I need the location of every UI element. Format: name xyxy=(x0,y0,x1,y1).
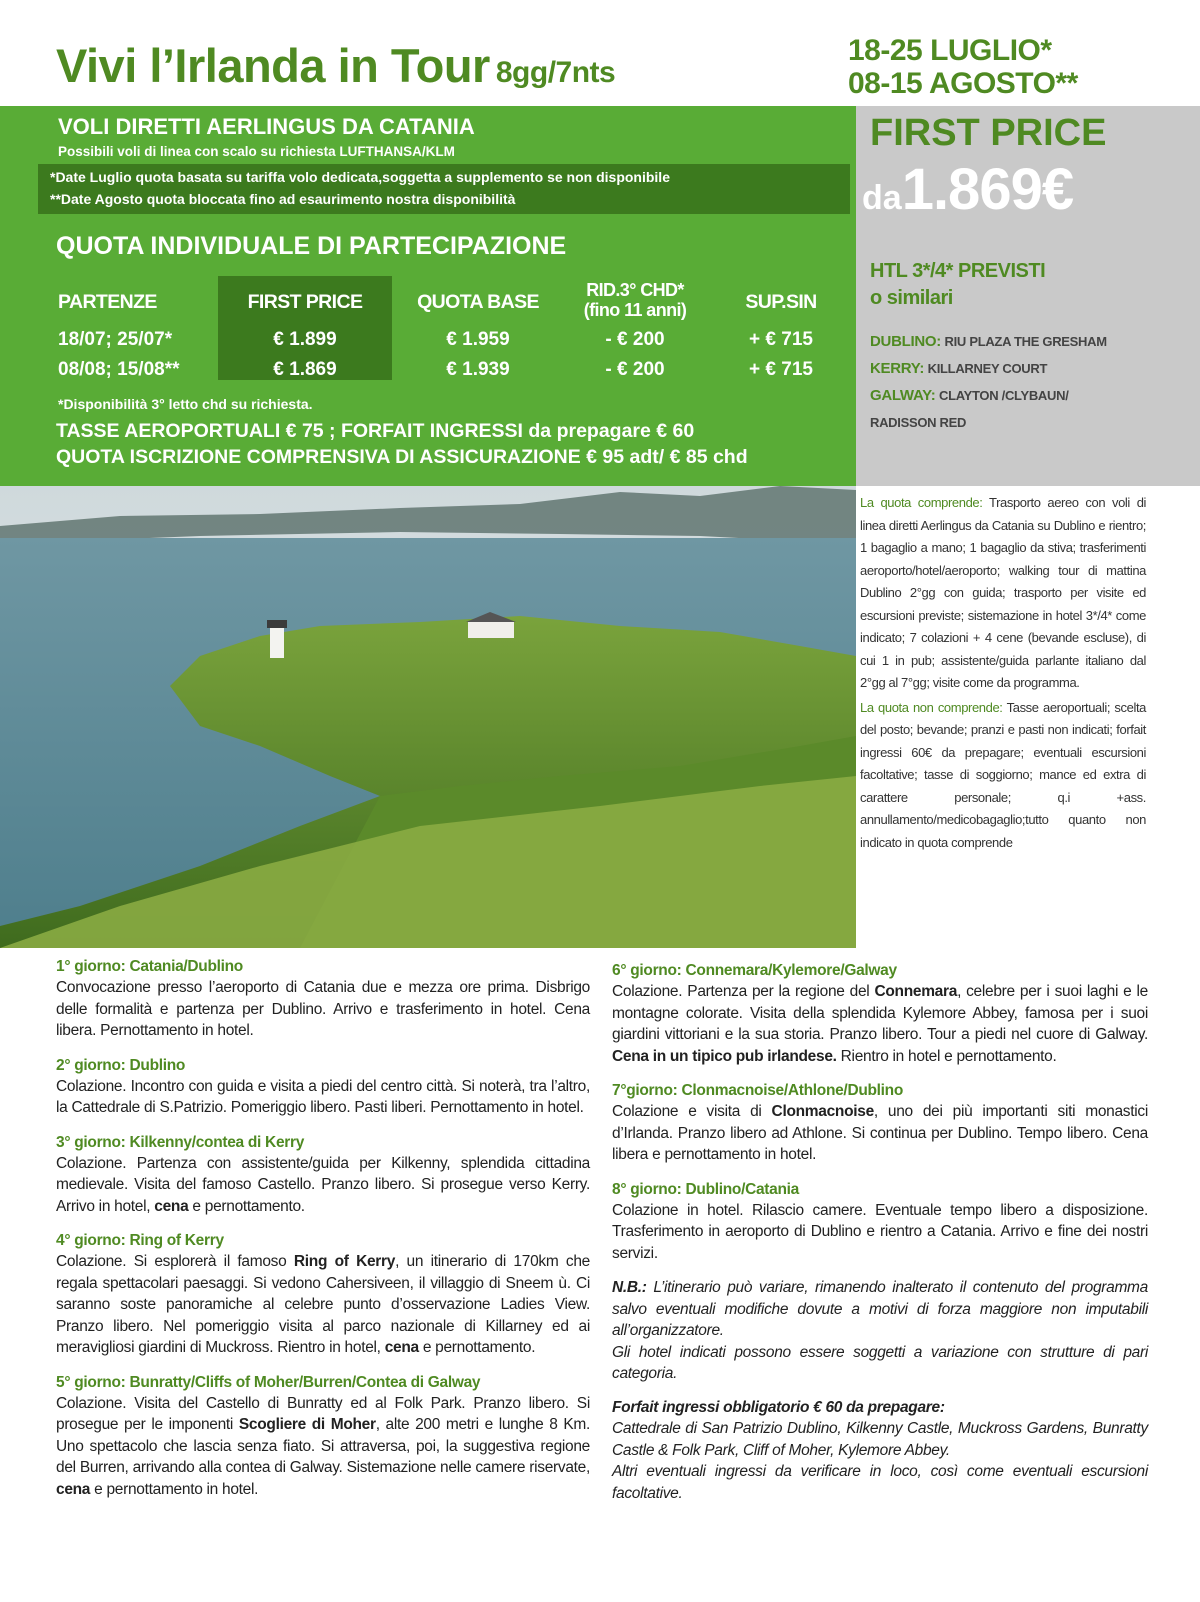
tour-title: Vivi l’Irlanda in Tour xyxy=(56,39,490,92)
header-rid-chd-label: RID.3° CHD* xyxy=(586,280,684,300)
flights-note-july: *Date Luglio quota basata su tariffa volo dedicata,soggetta a supplemento se non disponibile xyxy=(50,169,670,185)
hotel-name: RADISSON RED xyxy=(870,415,967,430)
date-august: 08-15 AGOSTO** xyxy=(848,67,1078,100)
forfait-title: Forfait ingressi obbligatorio € 60 da prepagare: xyxy=(612,1398,945,1416)
day-text: Colazione in hotel. Rilascio camere. Eventuale tempo libero a disposizione. Trasferimento in aeroporto di Dublino e rientro a Catania. Arrivo e fine dei nostri servizi. xyxy=(612,1201,1148,1262)
row2-sup-sin: + € 715 xyxy=(749,359,813,380)
forfait-text: Cattedrale di San Patrizio Dublino, Kilkenny Castle, Muckross Gardens, Bunratty Castle & Folk Park, Cliff of Moher, Kylemore Abbey. xyxy=(612,1420,1148,1459)
row1-first-price: € 1.899 xyxy=(273,329,337,350)
row1-rid-chd: - € 200 xyxy=(605,329,665,350)
itinerary-day xyxy=(612,1080,1148,1166)
itinerary-day xyxy=(612,960,1148,1067)
excludes-text: Tasse aeroportuali; scelta del posto; bevande; pranzi e pasti non indicati; forfait ingressi 60€ da prepagare; eventuali escursioni facoltative; tasse di soggiorno; mance ed extra di carattere personale; q.i +ass. annullamento/medicobagaglio;tutto quanto non indicato in quota comprende xyxy=(860,699,1146,850)
hotel-city: DUBLINO: xyxy=(870,333,941,350)
hotel-item xyxy=(870,355,1107,382)
tour-dates xyxy=(848,34,1078,100)
row1-sup-sin: + € 715 xyxy=(749,329,813,350)
row2-first-price: € 1.869 xyxy=(273,359,337,380)
day-text: Colazione. Partenza per la regione del Connemara, celebre per i suoi laghi e le montagne colorate. Visita della splendida Kylemore Abbey, famosa per i suoi giardini vittoriani e la sua storia. Pranzo libero. Tour a piedi nel cuore di Galway. Cena in un tipico pub irlandese. Rientro in hotel e pernottamento. xyxy=(612,983,1148,1065)
row2-rid-chd: - € 200 xyxy=(605,359,665,380)
flights-notes-band xyxy=(38,164,850,214)
first-price-value: 1.869€ xyxy=(901,157,1074,222)
row2-quota-base: € 1.939 xyxy=(446,359,510,380)
header-first-price: FIRST PRICE xyxy=(247,291,363,313)
day-title: 2° giorno: Dublino xyxy=(56,1056,186,1074)
day-text: Colazione e visita di Clonmacnoise, uno dei più importanti siti monastici d’Irlanda. Pranzo libero ad Athlone. Si continua per Dublino. Tempo libero. Cena libera e pernottamento in hotel. xyxy=(612,1103,1149,1163)
coastline-photo xyxy=(0,486,856,948)
day-title: 1° giorno: Catania/Dublino xyxy=(56,958,243,975)
first-price-amount xyxy=(862,156,1073,223)
itinerary-day xyxy=(56,1132,590,1218)
day-title: 4° giorno: Ring of Kerry xyxy=(56,1232,224,1249)
coastline-illustration xyxy=(0,486,856,948)
header-rid-chd xyxy=(560,280,710,320)
nb-note xyxy=(612,1277,1148,1385)
itinerary-day xyxy=(56,956,590,1042)
taxes-line: TASSE AEROPORTUALI € 75 ; FORFAIT INGRESSI da prepagare € 60 xyxy=(56,420,695,442)
nb-text: L’itinerario può variare, rimanendo inalterato il contenuto del programma salvo eventuali modifiche dovute a motivi di forza maggiore non imputabili all’organizzatore. xyxy=(612,1279,1148,1339)
flights-note-august: **Date Agosto quota bloccata fino ad esaurimento nostra disponibilità xyxy=(50,191,516,207)
nb-text-hotels: Gli hotel indicati possono essere soggetti a variazione con strutture di pari categoria. xyxy=(612,1343,1148,1382)
itinerary-day xyxy=(56,1372,590,1501)
itinerary-left-column xyxy=(56,956,590,1513)
hotel-item xyxy=(870,409,1107,436)
hotel-category xyxy=(870,258,1045,312)
header-quota-base: QUOTA BASE xyxy=(417,291,539,313)
hotel-city: KERRY: xyxy=(870,360,925,377)
availability-note: *Disponibilità 3° letto chd su richiesta. xyxy=(58,396,313,412)
row2-partenze: 08/08; 15/08** xyxy=(58,359,180,380)
row1-quota-base: € 1.959 xyxy=(446,329,510,350)
day-title: 5° giorno: Bunratty/Cliffs of Moher/Burren/Contea di Galway xyxy=(56,1373,481,1391)
day-title: 7°giorno: Clonmacnoise/Athlone/Dublino xyxy=(612,1082,904,1099)
hotel-name: RIU PLAZA THE GRESHAM xyxy=(944,334,1107,349)
header-sup-sin: SUP.SIN xyxy=(745,291,817,313)
day-title: 6° giorno: Connemara/Kylemore/Galway xyxy=(612,962,897,979)
itinerary-right-column xyxy=(612,960,1148,1504)
forfait-note xyxy=(612,1397,1148,1505)
registration-fee-line: QUOTA ISCRIZIONE COMPRENSIVA DI ASSICURAZIONE € 95 adt/ € 85 chd xyxy=(56,446,748,468)
includes-title: La quota comprende: xyxy=(860,495,983,510)
day-title: 3° giorno: Kilkenny/contea di Kerry xyxy=(56,1133,305,1151)
pricing-title: QUOTA INDIVIDUALE DI PARTECIPAZIONE xyxy=(56,232,567,260)
hotel-list xyxy=(870,328,1107,436)
first-price-da: da xyxy=(862,179,902,217)
hotel-item xyxy=(870,382,1107,409)
day-title: 8° giorno: Dublino/Catania xyxy=(612,1180,799,1198)
itinerary-day xyxy=(56,1055,590,1119)
tour-duration: 8gg/7nts xyxy=(495,56,616,89)
header-partenze: PARTENZE xyxy=(58,291,157,313)
day-text: Colazione. Si esplorerà il famoso Ring of Kerry, un itinerario di 170km che regala spettacolari paesaggi. Si vedono Cahersiveen, il villaggio di Sneem ù. Ci saranno soste panoramiche al celebre punto d’osservazione Ladies View. Pranzo libero. Nel pomeriggio visita al parco nazionale di Killarney ed ai meravigliosi giardini di Muckross. Rientro in hotel, cena e pernottamento. xyxy=(56,1253,590,1356)
first-price-label: FIRST PRICE xyxy=(870,112,1107,154)
excludes-title: La quota non comprende: xyxy=(860,699,1003,715)
excludes-paragraph xyxy=(860,697,1146,855)
page-title xyxy=(56,38,615,93)
row1-partenze: 18/07; 25/07* xyxy=(58,329,173,350)
day-text: Colazione. Incontro con guida e visita a piedi del centro città. Si noterà, tra l’altro, la Cattedrale di S.Patrizio. Pomeriggio libero. Pasti liberi. Pernottamento in hotel. xyxy=(56,1077,590,1116)
includes-text: Trasporto aereo con voli di linea diretti Aerlingus da Catania su Dublino e rientro; 1 bagaglio a mano; 1 bagaglio da stiva; trasferimenti aeroporto/hotel/aeroporto; walking tour di mattina Dublino 2°gg con guida; trasporto per visite ed escursioni previste; sistemazione in hotel 3*/4* come indicato; 7 colazioni + 4 cene (bevande escluse), di cui 1 in pub; assistente/guida parlante italiano dal 2°gg al 7°gg; visite come da programma. xyxy=(860,495,1147,690)
flights-subtitle: Possibili voli di linea con scalo su richiesta LUFTHANSA/KLM xyxy=(58,144,455,159)
hotel-name: KILLARNEY COURT xyxy=(927,361,1048,376)
nb-label: N.B.: xyxy=(612,1279,647,1296)
itinerary-day xyxy=(612,1179,1148,1265)
hotel-category-line1: HTL 3*/4* PREVISTI xyxy=(870,260,1046,282)
pricing-block xyxy=(0,106,856,486)
day-text: Convocazione presso l’aeroporto di Catania due e mezza ore prima. Disbrigo delle formalità e partenza per Dublino. Arrivo e trasferimento in hotel. Cena libera. Pernottamento in hotel. xyxy=(56,979,590,1039)
price-sidebar xyxy=(856,106,1200,486)
hotel-name: CLAYTON /CLYBAUN/ xyxy=(939,388,1069,403)
hotel-item xyxy=(870,328,1107,355)
day-text: Colazione. Partenza con assistente/guida per Kilkenny, splendida cittadina medievale. Visita del famoso Castello. Pranzo libero. Si prosegue verso Kerry. Arrivo in hotel, cena e pernottamento. xyxy=(56,1154,590,1215)
includes-paragraph xyxy=(860,492,1146,695)
date-july: 18-25 LUGLIO* xyxy=(848,34,1052,67)
hotel-city: GALWAY: xyxy=(870,387,936,404)
forfait-text-extra: Altri eventuali ingressi da verificare in loco, così come eventuali escursioni facoltative. xyxy=(612,1463,1148,1502)
day-text: Colazione. Visita del Castello di Bunratty ed al Folk Park. Pranzo libero. Si prosegue per le imponenti Scogliere di Moher, alte 200 metri e lunghe 8 Km. Uno spettacolo che lascia senza fiato. Si attraversa, poi, la suggestiva regione del Burren, arrivando alla contea di Galway. Sistemazione nelle camere riservate, cena e pernottamento in hotel. xyxy=(56,1394,590,1498)
flights-title: VOLI DIRETTI AERLINGUS DA CATANIA xyxy=(58,114,475,139)
itinerary-day xyxy=(56,1230,590,1359)
hotel-category-line2: o similari xyxy=(870,287,953,309)
header-rid-chd-sub: (fino 11 anni) xyxy=(583,300,687,320)
quote-includes xyxy=(860,492,1146,856)
